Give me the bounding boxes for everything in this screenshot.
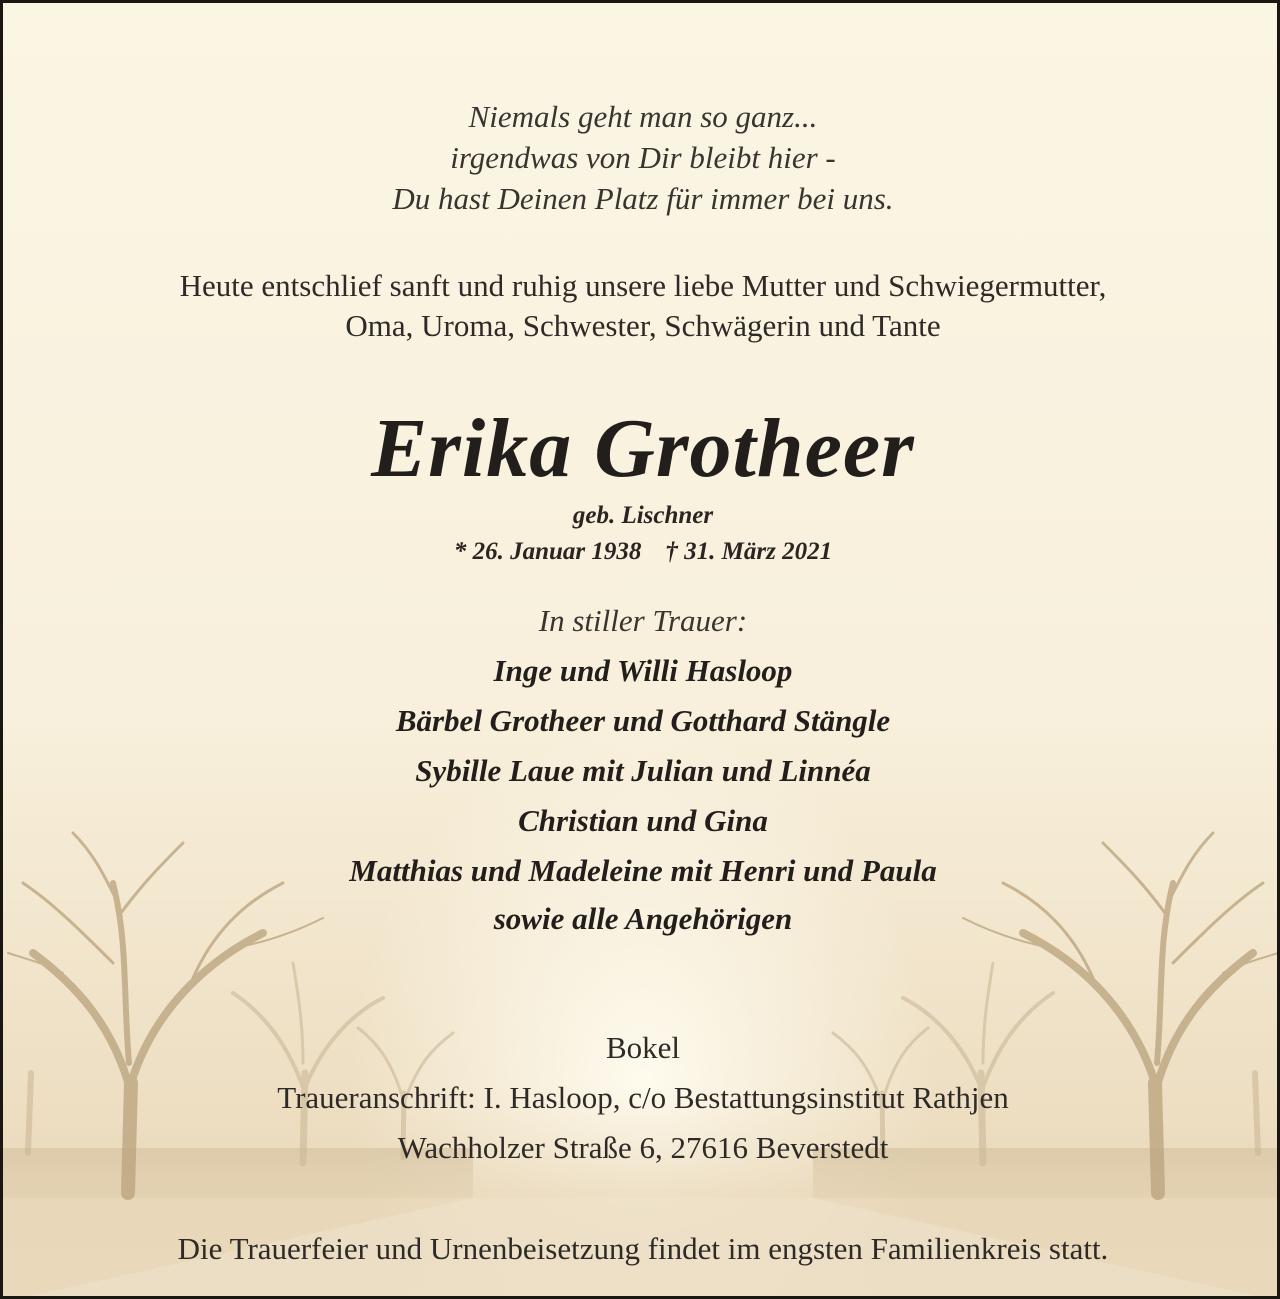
funeral-note: Die Trauerfeier und Urnenbeisetzung findet im engsten Familienkreis statt. bbox=[177, 1231, 1109, 1266]
notice-text bbox=[3, 3, 1280, 1299]
poem-line-2: irgendwas von Dir bleibt hier - bbox=[450, 140, 836, 175]
death-date: † 31. März 2021 bbox=[665, 538, 833, 565]
mourner-line: Sybille Laue mit Julian und Linnéa bbox=[415, 753, 871, 788]
life-dates bbox=[3, 538, 1280, 566]
mourning-heading: In stiller Trauer: bbox=[538, 603, 748, 638]
intro-line-2: Oma, Uroma, Schwester, Schwägerin und Tante bbox=[345, 308, 941, 343]
birth-date: * 26. Januar 1938 bbox=[453, 538, 642, 565]
mourner-line: sowie alle Angehörigen bbox=[493, 901, 793, 936]
place-name: Bokel bbox=[605, 1030, 681, 1065]
mourner-line: Christian und Gina bbox=[518, 803, 768, 838]
poem-line-1: Niemals geht man so ganz... bbox=[468, 99, 818, 134]
mourner-line: Matthias und Madeleine mit Henri und Paula bbox=[349, 853, 937, 888]
intro-line-1: Heute entschlief sanft und ruhig unsere liebe Mutter und Schwiegermutter, bbox=[179, 268, 1107, 303]
mourner-line: Inge und Willi Hasloop bbox=[493, 653, 793, 688]
deceased-name: Erika Grotheer bbox=[371, 402, 915, 495]
poem-line-3: Du hast Deinen Platz für immer bei uns. bbox=[392, 181, 894, 216]
birth-name: geb. Lischner bbox=[572, 502, 714, 529]
mourning-address-line-1: Traueranschrift: I. Hasloop, c/o Bestattungsinstitut Rathjen bbox=[277, 1080, 1009, 1115]
mourner-line: Bärbel Grotheer und Gotthard Stängle bbox=[395, 703, 891, 738]
mourning-address-line-2: Wachholzer Straße 6, 27616 Beverstedt bbox=[397, 1130, 889, 1165]
